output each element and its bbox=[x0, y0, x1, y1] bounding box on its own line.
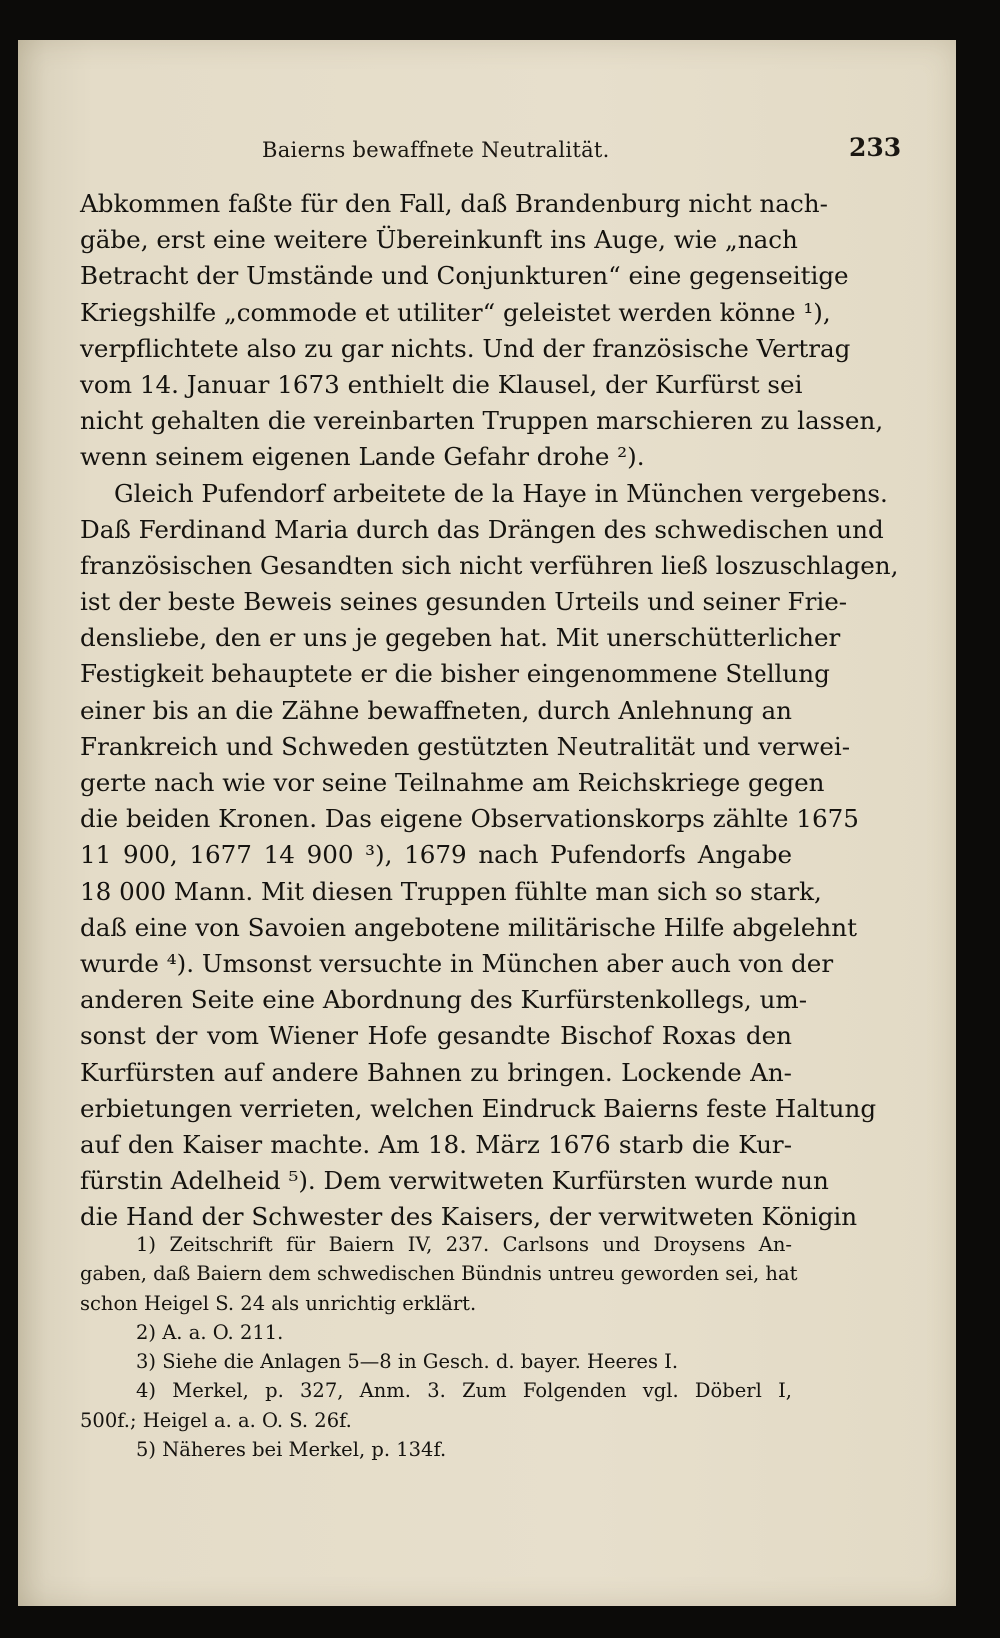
text-line: Kurfürsten auf andere Bahnen zu bringen. Lockende An- bbox=[80, 1057, 792, 1087]
footnotes bbox=[80, 1230, 798, 1464]
footnote-line: 5) Näheres bei Merkel, p. 134f. bbox=[136, 1438, 447, 1462]
text-line: Daß Ferdinand Maria durch das Drängen des schwedischen und bbox=[80, 514, 884, 544]
footnote-line: 3) Siehe die Anlagen 5—8 in Gesch. d. bayer. Heeres I. bbox=[136, 1350, 679, 1374]
page-number: 233 bbox=[849, 133, 902, 162]
text-line: vom 14. Januar 1673 enthielt die Klausel, der Kurfürst sei bbox=[80, 369, 803, 399]
text-line: wenn seinem eigenen Lande Gefahr drohe ²). bbox=[80, 442, 645, 472]
running-title: Baierns bewaffnete Neutralität. bbox=[262, 138, 610, 162]
text-line: erbietungen verrieten, welchen Eindruck Baierns feste Haltung bbox=[80, 1093, 877, 1123]
text-line: wurde ⁴). Umsonst versuchte in München aber auch von der bbox=[80, 948, 834, 978]
footnote-line: schon Heigel S. 24 als unrichtig erklärt. bbox=[80, 1291, 477, 1315]
text-line: auf den Kaiser machte. Am 18. März 1676 starb die Kur- bbox=[80, 1129, 792, 1159]
text-line: Frankreich und Schweden gestützten Neutralität und verwei- bbox=[80, 731, 851, 761]
text-line: die beiden Kronen. Das eigene Observationskorps zählte 1675 bbox=[80, 804, 859, 834]
text-line: nicht gehalten die vereinbarten Truppen marschieren zu lassen, bbox=[80, 406, 884, 436]
text-line: Betracht der Umstände und Conjunkturen“ eine gegenseitige bbox=[80, 261, 849, 291]
text-line: daß eine von Savoien angebotene militärische Hilfe abgelehnt bbox=[80, 912, 857, 942]
text-line: Gleich Pufendorf arbeitete de la Haye in München vergebens. bbox=[114, 478, 888, 508]
text-line: gäbe, erst eine weitere Übereinkunft ins Auge, wie „nach bbox=[80, 225, 798, 255]
text-line: einer bis an die Zähne bewaffneten, durch Anlehnung an bbox=[80, 695, 792, 725]
text-line: sonst der vom Wiener Hofe gesandte Bischof Roxas den bbox=[80, 1021, 792, 1051]
footnote-line: 500f.; Heigel a. a. O. S. 26f. bbox=[80, 1408, 352, 1432]
text-line: verpflichtete also zu gar nichts. Und der französische Vertrag bbox=[80, 333, 851, 363]
text-line: Festigkeit behauptete er die bisher eingenommene Stellung bbox=[80, 659, 830, 689]
text-line: Kriegshilfe „commode et utiliter“ geleistet werden könne ¹), bbox=[80, 297, 831, 327]
text-line: anderen Seite eine Abordnung des Kurfürstenkollegs, um- bbox=[80, 985, 808, 1015]
footnote-line: gaben, daß Baiern dem schwedischen Bündnis untreu geworden sei, hat bbox=[80, 1262, 798, 1286]
footnote-line: 2) A. a. O. 211. bbox=[136, 1320, 284, 1344]
page-header bbox=[0, 133, 1000, 178]
text-line: die Hand der Schwester des Kaisers, der verwitweten Königin bbox=[80, 1202, 858, 1232]
text-line: densliebe, den er uns je gegeben hat. Mit unerschütterlicher bbox=[80, 623, 841, 653]
footnote-line: 4) Merkel, p. 327, Anm. 3. Zum Folgenden vgl. Döberl I, bbox=[136, 1379, 792, 1403]
text-line: Abkommen faßte für den Fall, daß Brandenburg nicht nach- bbox=[80, 189, 828, 218]
text-line: 18 000 Mann. Mit diesen Truppen fühlte man sich so stark, bbox=[80, 876, 822, 906]
text-line: ist der beste Beweis seines gesunden Urteils und seiner Frie- bbox=[80, 587, 848, 617]
body-text bbox=[80, 186, 899, 1235]
text-line: französischen Gesandten sich nicht verführen ließ loszuschlagen, bbox=[80, 550, 899, 580]
text-line: 11 900, 1677 14 900 ³), 1679 nach Pufendorfs Angabe bbox=[80, 840, 792, 870]
text-line: gerte nach wie vor seine Teilnahme am Reichskriege gegen bbox=[80, 768, 825, 797]
footnote-line: 1) Zeitschrift für Baiern IV, 237. Carlsons und Droysens An- bbox=[136, 1233, 792, 1256]
text-line: fürstin Adelheid ⁵). Dem verwitweten Kurfürsten wurde nun bbox=[80, 1166, 829, 1196]
